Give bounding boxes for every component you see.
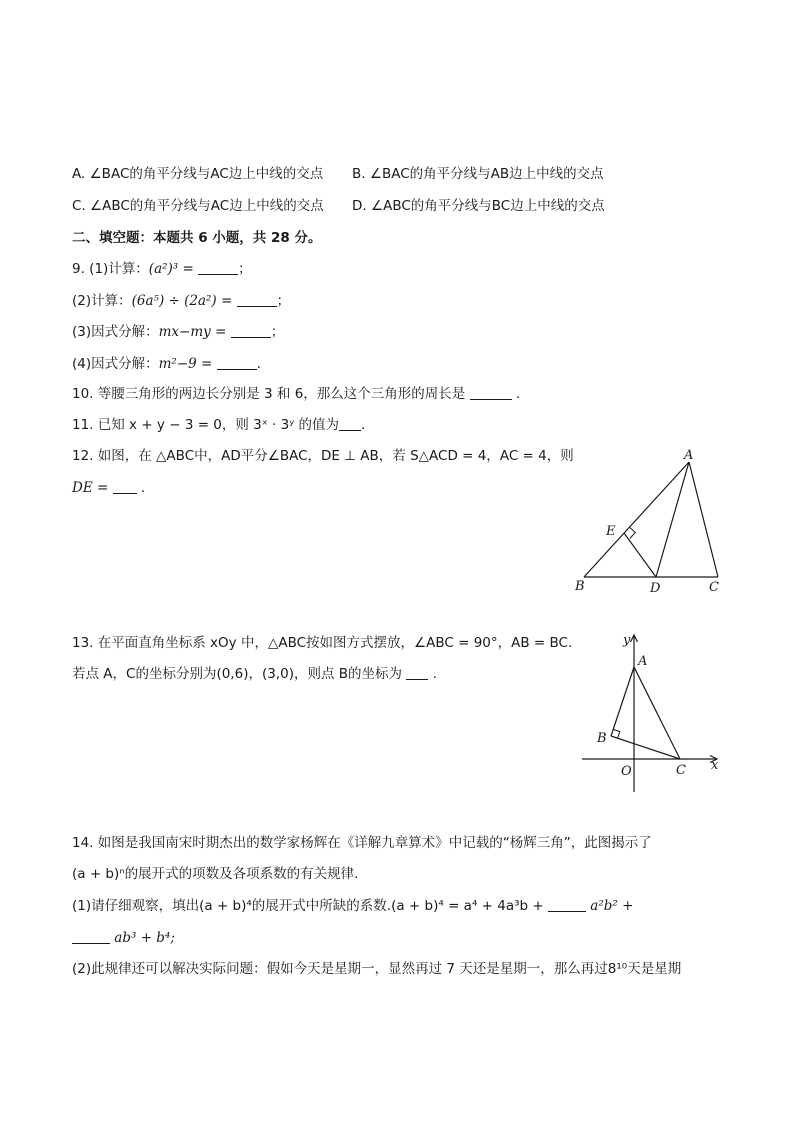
q9-p2-blank[interactable] [237,292,277,307]
q10-period: . [511,386,521,402]
q14-part1-tail: ab³ + b⁴; [114,930,175,946]
choice-a: A. ∠BAC的角平分线与AC边上中线的交点 [72,166,324,182]
q9-p4-expr: m²−9 = [158,356,213,372]
q13-edge-ab [611,667,634,736]
q13-period: . [428,666,437,682]
q12-blank[interactable] [113,479,137,494]
q13-stem: 若点 A，C的坐标分别为(0,6)，(3,0)，则点 B的坐标为 [72,666,403,682]
q12-label-e: E [606,524,616,539]
q14-text-line3 [72,896,633,916]
q12-de: DE = [72,480,109,496]
choice-d: D. ∠ABC的角平分线与BC边上中线的交点 [352,198,605,214]
q9-p2-label: (2)计算： [72,293,132,309]
q13-label-x: x [711,758,719,773]
q9-p4-period: . [256,356,261,372]
choice-c: C. ∠ABC的角平分线与AC边上中线的交点 [72,198,324,214]
q13-label-c: C [676,763,686,778]
q10-blank[interactable] [470,385,512,400]
q14-part1-term: a²b² + [590,898,634,914]
q10-stem: 10. 等腰三角形的两边长分别是 3 和 6，那么这个三角形的周长是 [72,386,466,402]
q12-label-b: B [575,579,585,594]
q13-text-line2 [72,664,437,684]
q12-label-c: C [709,580,719,595]
q13-blank[interactable] [406,665,428,680]
section-heading: 二、填空题：本题共 6 小题，共 28 分。 [72,230,322,246]
q9-p1-blank[interactable] [198,260,238,275]
choice-b: B. ∠BAC的角平分线与AB边上中线的交点 [352,166,604,182]
q9-p3-semicolon: ； [270,324,285,340]
q9-p4-blank[interactable] [217,355,257,370]
q12-edge-ac [689,462,718,577]
q13-text-line1: 13. 在平面直角坐标系 xOy 中，△ABC按如图方式摆放，∠ABC = 90°，AB = BC. [72,635,573,651]
q14-text-line2: (a + b)ⁿ的展开式的项数及各项系数的有关规律. [72,866,359,882]
q12-figure [560,440,740,600]
q9-p4-label: (4)因式分解： [72,356,159,372]
q11-blank[interactable] [339,416,361,431]
q9-p1-label: 9. (1)计算： [72,261,149,277]
q13-label-o: O [621,764,632,779]
q9-p1-expr: (a²)³ = [148,261,194,277]
q9-p2-expr: (6a⁵) ÷ (2a²) = [131,293,233,309]
q14-text-line5: (2)此规律还可以解决实际问题：假如今天是星期一，显然再过 7 天还是星期一，那么再过8¹⁰天是星期 [72,961,682,977]
q9-p3-label: (3)因式分解： [72,324,159,340]
q9-p3-expr: mx−my = [158,324,227,340]
q9-p1-semicolon: ； [238,261,252,277]
q13-label-a: A [638,654,648,669]
q12-segment-de [624,533,656,577]
q9-part4 [72,354,261,374]
q12-right-angle-mark [629,527,635,538]
q13-figure [570,628,730,798]
q11-stem: 11. 已知 x + y − 3 = 0，则 3ˣ · 3ʸ 的值为 [72,417,340,433]
q9-part2 [72,291,290,311]
q12-label-a: A [684,448,694,463]
q12-text-line2 [72,478,145,498]
q9-part3 [72,322,284,342]
q13-edge-ac [634,667,680,759]
q9-p3-blank[interactable] [231,323,271,338]
q10-text [72,384,520,404]
q9-part1 [72,259,252,279]
q9-p2-semicolon: ； [276,293,291,309]
q14-blank-1[interactable] [548,897,586,912]
q11-period: . [361,417,366,433]
q14-text-line1: 14. 如图是我国南宋时期杰出的数学家杨辉在《详解九章算术》中记载的“杨辉三角”，此图揭示了 [72,835,652,851]
q12-edge-ab [584,462,689,577]
q12-period: . [136,480,146,496]
q14-text-line4 [72,928,175,948]
q14-part1-stem: (1)请仔细观察，填出(a + b)⁴的展开式中所缺的系数.(a + b)⁴ = a⁴ + 4a³b + [72,898,544,914]
q11-text [72,415,365,435]
q12-label-d: D [650,581,661,596]
q13-label-b: B [597,731,607,746]
q12-text-line1: 12. 如图，在 △ABC中，AD平分∠BAC，DE ⊥ AB，若 S△ACD = 4，AC = 4，则 [72,448,574,464]
q13-label-y: y [623,633,631,648]
q14-blank-2[interactable] [72,929,110,944]
